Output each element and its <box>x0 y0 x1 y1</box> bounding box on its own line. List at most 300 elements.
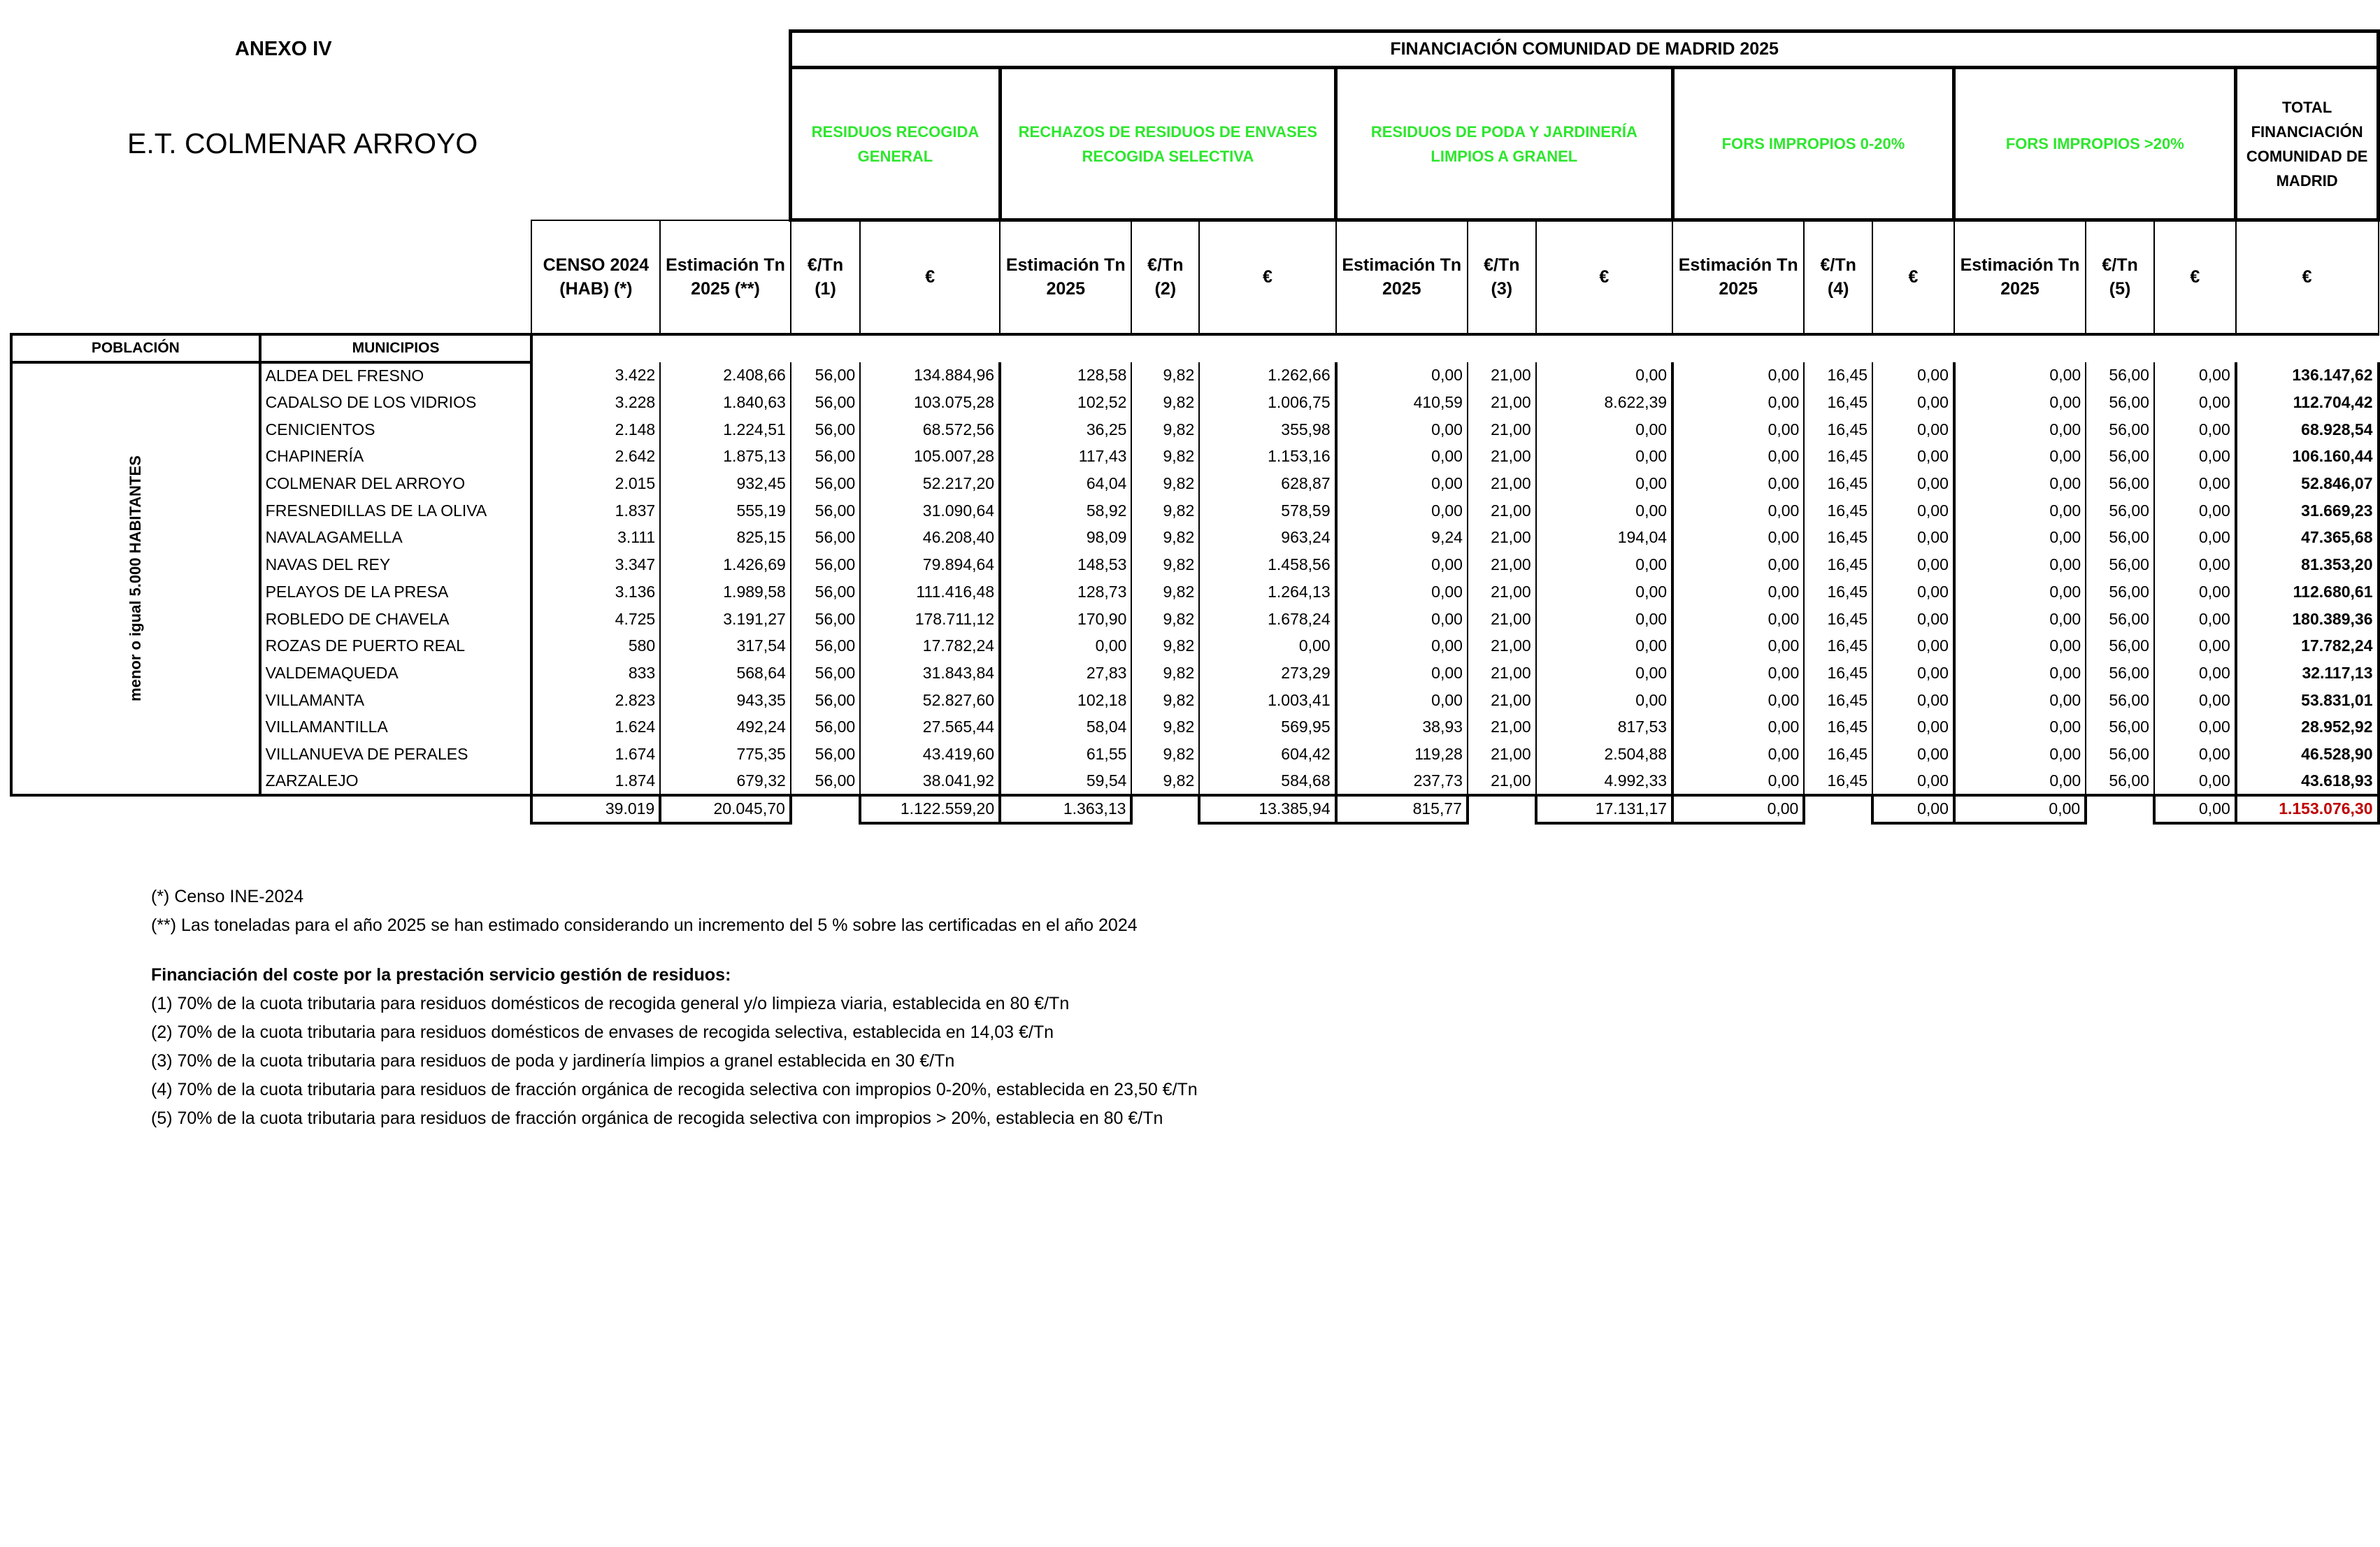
cell-r5: 56,00 <box>2086 470 2154 497</box>
cell-t3: 0,00 <box>1336 497 1468 525</box>
cell-t4: 0,00 <box>1672 497 1804 525</box>
col-rate-5: €/Tn (5) <box>2086 220 2154 334</box>
table-row <box>11 606 2379 633</box>
cell-e2: 569,95 <box>1199 713 1335 741</box>
cell-e4: 0,00 <box>1872 632 1954 660</box>
cell-e3: 0,00 <box>1536 578 1672 606</box>
cell-t1: 568,64 <box>660 660 791 687</box>
cell-tot: 136.147,62 <box>2236 362 2379 390</box>
footnote-5: (5) 70% de la cuota tributaria para residuos de fracción orgánica de recogida selectiva con impropios > 20%, establecia en 80 €/Tn <box>151 1108 1163 1128</box>
cell-t4: 0,00 <box>1672 443 1804 471</box>
cell-e1: 52.827,60 <box>860 687 1000 714</box>
cell-r2: 9,82 <box>1131 768 1199 795</box>
cell-e3: 817,53 <box>1536 713 1672 741</box>
cell-tot: 81.353,20 <box>2236 551 2379 578</box>
cell-t3: 0,00 <box>1336 443 1468 471</box>
table-row <box>11 470 2379 497</box>
cell-e1: 52.217,20 <box>860 470 1000 497</box>
cell-e3: 2.504,88 <box>1536 741 1672 768</box>
cell-e5: 0,00 <box>2154 741 2236 768</box>
cell-e5: 0,00 <box>2154 551 2236 578</box>
grand-total: 1.153.076,30 <box>2236 795 2379 823</box>
cell-c: 1.837 <box>531 497 660 525</box>
table-row <box>11 660 2379 687</box>
cell-r1: 56,00 <box>791 606 860 633</box>
cell-e2: 1.003,41 <box>1199 687 1335 714</box>
cell-r2: 9,82 <box>1131 687 1199 714</box>
total-t1: 20.045,70 <box>660 795 791 823</box>
cell-e5: 0,00 <box>2154 578 2236 606</box>
cell-t4: 0,00 <box>1672 768 1804 795</box>
cell-r1: 56,00 <box>791 497 860 525</box>
cell-t2: 98,09 <box>1000 525 1131 552</box>
cell-t5: 0,00 <box>1954 525 2086 552</box>
total-t4: 0,00 <box>1672 795 1804 823</box>
col-est-general: Estimación Tn 2025 (**) <box>660 220 791 334</box>
cell-r3: 21,00 <box>1468 443 1536 471</box>
cell-t3: 0,00 <box>1336 606 1468 633</box>
cell-r5: 56,00 <box>2086 713 2154 741</box>
cell-t1: 2.408,66 <box>660 362 791 390</box>
cell-t4: 0,00 <box>1672 741 1804 768</box>
table-row <box>11 632 2379 660</box>
col-municipios: MUNICIPIOS <box>260 334 532 362</box>
cell-r4: 16,45 <box>1804 497 1872 525</box>
totals-row <box>11 795 2379 823</box>
banner-row <box>11 31 2379 68</box>
cell-t5: 0,00 <box>1954 660 2086 687</box>
cell-r1: 56,00 <box>791 443 860 471</box>
cell-r5: 56,00 <box>2086 443 2154 471</box>
cell-c: 1.624 <box>531 713 660 741</box>
cell-e2: 0,00 <box>1199 632 1335 660</box>
cell-e4: 0,00 <box>1872 416 1954 443</box>
cell-t1: 555,19 <box>660 497 791 525</box>
cell-t4: 0,00 <box>1672 470 1804 497</box>
cell-tot: 112.680,61 <box>2236 578 2379 606</box>
cell-e2: 584,68 <box>1199 768 1335 795</box>
cell-e5: 0,00 <box>2154 362 2236 390</box>
cell-e4: 0,00 <box>1872 606 1954 633</box>
cell-e2: 1.262,66 <box>1199 362 1335 390</box>
cell-e1: 178.711,12 <box>860 606 1000 633</box>
cell-e3: 8.622,39 <box>1536 389 1672 416</box>
col-eur-3: € <box>1536 220 1672 334</box>
cell-t2: 27,83 <box>1000 660 1131 687</box>
cell-r5: 56,00 <box>2086 551 2154 578</box>
cell-e4: 0,00 <box>1872 497 1954 525</box>
col-est-3: Estimación Tn 2025 <box>1336 220 1468 334</box>
cell-r2: 9,82 <box>1131 741 1199 768</box>
cell-e3: 0,00 <box>1536 687 1672 714</box>
cell-tot: 180.389,36 <box>2236 606 2379 633</box>
cell-t2: 128,73 <box>1000 578 1131 606</box>
cell-t3: 119,28 <box>1336 741 1468 768</box>
cell-t4: 0,00 <box>1672 687 1804 714</box>
cell-e4: 0,00 <box>1872 768 1954 795</box>
table-row <box>11 551 2379 578</box>
cell-r1: 56,00 <box>791 632 860 660</box>
cell-r4: 16,45 <box>1804 713 1872 741</box>
cell-e1: 17.782,24 <box>860 632 1000 660</box>
col-rate-4: €/Tn (4) <box>1804 220 1872 334</box>
cell-c: 2.642 <box>531 443 660 471</box>
cell-t2: 0,00 <box>1000 632 1131 660</box>
municipio-name: COLMENAR DEL ARROYO <box>260 470 532 497</box>
cell-t5: 0,00 <box>1954 416 2086 443</box>
cell-e3: 0,00 <box>1536 416 1672 443</box>
cell-r5: 56,00 <box>2086 687 2154 714</box>
table-row <box>11 713 2379 741</box>
cell-r3: 21,00 <box>1468 660 1536 687</box>
cell-r5: 56,00 <box>2086 525 2154 552</box>
cell-e4: 0,00 <box>1872 687 1954 714</box>
cell-t1: 775,35 <box>660 741 791 768</box>
cell-t4: 0,00 <box>1672 551 1804 578</box>
cell-t1: 679,32 <box>660 768 791 795</box>
cell-t2: 128,58 <box>1000 362 1131 390</box>
cell-r2: 9,82 <box>1131 551 1199 578</box>
cell-t2: 170,90 <box>1000 606 1131 633</box>
cell-r4: 16,45 <box>1804 416 1872 443</box>
cell-t3: 0,00 <box>1336 578 1468 606</box>
cell-t4: 0,00 <box>1672 362 1804 390</box>
table-row <box>11 768 2379 795</box>
cell-t5: 0,00 <box>1954 470 2086 497</box>
cell-r2: 9,82 <box>1131 660 1199 687</box>
cell-c: 3.422 <box>531 362 660 390</box>
col-est-4: Estimación Tn 2025 <box>1672 220 1804 334</box>
cell-r4: 16,45 <box>1804 660 1872 687</box>
municipio-name: ROBLEDO DE CHAVELA <box>260 606 532 633</box>
cell-e2: 604,42 <box>1199 741 1335 768</box>
cell-r2: 9,82 <box>1131 497 1199 525</box>
col-poblacion: POBLACIÓN <box>11 334 260 362</box>
cell-tot: 52.846,07 <box>2236 470 2379 497</box>
cell-t3: 0,00 <box>1336 660 1468 687</box>
cell-e2: 1.678,24 <box>1199 606 1335 633</box>
financing-table <box>10 29 2380 825</box>
cell-t4: 0,00 <box>1672 525 1804 552</box>
cell-r2: 9,82 <box>1131 606 1199 633</box>
col-est-2: Estimación Tn 2025 <box>1000 220 1131 334</box>
cell-e3: 0,00 <box>1536 443 1672 471</box>
cell-t5: 0,00 <box>1954 362 2086 390</box>
cell-r1: 56,00 <box>791 713 860 741</box>
annex-title: ANEXO IV <box>235 38 332 60</box>
poblacion-group-cell <box>11 362 260 795</box>
column-header-row <box>11 220 2379 334</box>
cell-e2: 578,59 <box>1199 497 1335 525</box>
cell-e3: 0,00 <box>1536 551 1672 578</box>
cell-c: 4.725 <box>531 606 660 633</box>
cell-r5: 56,00 <box>2086 362 2154 390</box>
cell-t3: 38,93 <box>1336 713 1468 741</box>
municipio-name: VALDEMAQUEDA <box>260 660 532 687</box>
municipio-name: NAVALAGAMELLA <box>260 525 532 552</box>
total-e2: 13.385,94 <box>1199 795 1335 823</box>
cell-r5: 56,00 <box>2086 497 2154 525</box>
table-row <box>11 362 2379 390</box>
cell-r4: 16,45 <box>1804 470 1872 497</box>
cell-e5: 0,00 <box>2154 389 2236 416</box>
cell-r1: 56,00 <box>791 768 860 795</box>
cell-e5: 0,00 <box>2154 525 2236 552</box>
cell-r1: 56,00 <box>791 741 860 768</box>
cell-t2: 58,92 <box>1000 497 1131 525</box>
cell-t1: 1.840,63 <box>660 389 791 416</box>
municipio-name: VILLANUEVA DE PERALES <box>260 741 532 768</box>
cell-r2: 9,82 <box>1131 416 1199 443</box>
cell-r2: 9,82 <box>1131 389 1199 416</box>
municipio-name: VILLAMANTILLA <box>260 713 532 741</box>
cell-r1: 56,00 <box>791 389 860 416</box>
cell-t2: 102,18 <box>1000 687 1131 714</box>
cell-e5: 0,00 <box>2154 768 2236 795</box>
cell-r3: 21,00 <box>1468 497 1536 525</box>
cell-e3: 0,00 <box>1536 497 1672 525</box>
cell-t2: 61,55 <box>1000 741 1131 768</box>
cell-t1: 317,54 <box>660 632 791 660</box>
cell-c: 580 <box>531 632 660 660</box>
cell-e1: 31.090,64 <box>860 497 1000 525</box>
total-e5: 0,00 <box>2154 795 2236 823</box>
cell-e3: 0,00 <box>1536 470 1672 497</box>
cell-e4: 0,00 <box>1872 660 1954 687</box>
cell-t5: 0,00 <box>1954 713 2086 741</box>
cell-r5: 56,00 <box>2086 606 2154 633</box>
poblacion-header-row <box>11 334 2379 362</box>
cell-e4: 0,00 <box>1872 389 1954 416</box>
cell-t5: 0,00 <box>1954 632 2086 660</box>
cell-e1: 38.041,92 <box>860 768 1000 795</box>
cell-t1: 1.989,58 <box>660 578 791 606</box>
cell-t1: 1.224,51 <box>660 416 791 443</box>
col-est-5: Estimación Tn 2025 <box>1954 220 2086 334</box>
cell-e1: 79.894,64 <box>860 551 1000 578</box>
cell-e3: 0,00 <box>1536 632 1672 660</box>
cell-r3: 21,00 <box>1468 416 1536 443</box>
cell-r4: 16,45 <box>1804 606 1872 633</box>
cell-e5: 0,00 <box>2154 470 2236 497</box>
cell-e5: 0,00 <box>2154 497 2236 525</box>
cell-r2: 9,82 <box>1131 525 1199 552</box>
cell-e1: 46.208,40 <box>860 525 1000 552</box>
table-row <box>11 741 2379 768</box>
cell-t3: 0,00 <box>1336 362 1468 390</box>
cell-tot: 106.160,44 <box>2236 443 2379 471</box>
cell-c: 1.874 <box>531 768 660 795</box>
cell-e2: 1.153,16 <box>1199 443 1335 471</box>
col-rate-3: €/Tn (3) <box>1468 220 1536 334</box>
note-estimate: (**) Las toneladas para el año 2025 se han estimado considerando un incremento del 5 % sobre las certificadas en el año 2024 <box>151 915 1138 935</box>
cell-c: 3.347 <box>531 551 660 578</box>
cell-t1: 932,45 <box>660 470 791 497</box>
cell-t1: 943,35 <box>660 687 791 714</box>
cell-t2: 58,04 <box>1000 713 1131 741</box>
cell-e2: 273,29 <box>1199 660 1335 687</box>
cell-r4: 16,45 <box>1804 389 1872 416</box>
cell-r4: 16,45 <box>1804 525 1872 552</box>
table-row <box>11 416 2379 443</box>
cell-r1: 56,00 <box>791 470 860 497</box>
municipio-name: PELAYOS DE LA PRESA <box>260 578 532 606</box>
cell-tot: 68.928,54 <box>2236 416 2379 443</box>
cell-tot: 28.952,92 <box>2236 713 2379 741</box>
cell-e4: 0,00 <box>1872 741 1954 768</box>
cell-r5: 56,00 <box>2086 632 2154 660</box>
cell-r3: 21,00 <box>1468 632 1536 660</box>
cell-r3: 21,00 <box>1468 362 1536 390</box>
cell-r3: 21,00 <box>1468 525 1536 552</box>
municipio-name: FRESNEDILLAS DE LA OLIVA <box>260 497 532 525</box>
cell-r1: 56,00 <box>791 660 860 687</box>
cell-e4: 0,00 <box>1872 443 1954 471</box>
col-eur-5: € <box>2154 220 2236 334</box>
col-eur-1: € <box>860 220 1000 334</box>
cell-t4: 0,00 <box>1672 632 1804 660</box>
financing-banner: FINANCIACIÓN COMUNIDAD DE MADRID 2025 <box>791 31 2379 68</box>
cell-tot: 17.782,24 <box>2236 632 2379 660</box>
cell-c: 833 <box>531 660 660 687</box>
cell-r4: 16,45 <box>1804 578 1872 606</box>
cell-c: 2.148 <box>531 416 660 443</box>
cell-t5: 0,00 <box>1954 497 2086 525</box>
total-t2: 1.363,13 <box>1000 795 1131 823</box>
cell-t5: 0,00 <box>1954 443 2086 471</box>
footnote-2: (2) 70% de la cuota tributaria para residuos domésticos de envases de recogida selectiva, establecida en 14,03 €/Tn <box>151 1022 1054 1042</box>
group-poda-jardineria: RESIDUOS DE PODA Y JARDINERÍA LIMPIOS A GRANEL <box>1336 68 1672 220</box>
cell-t2: 117,43 <box>1000 443 1131 471</box>
cell-t1: 1.426,69 <box>660 551 791 578</box>
cell-e5: 0,00 <box>2154 443 2236 471</box>
financing-heading: Financiación del coste por la prestación servicio gestión de residuos: <box>151 965 731 985</box>
cell-tot: 43.618,93 <box>2236 768 2379 795</box>
cell-r5: 56,00 <box>2086 578 2154 606</box>
group-rechazos-envases: RECHAZOS DE RESIDUOS DE ENVASES RECOGIDA SELECTIVA <box>1000 68 1336 220</box>
cell-e3: 0,00 <box>1536 660 1672 687</box>
cell-r2: 9,82 <box>1131 470 1199 497</box>
cell-t5: 0,00 <box>1954 551 2086 578</box>
group-fors-0-20: FORS IMPROPIOS 0-20% <box>1672 68 1954 220</box>
col-censo: CENSO 2024 (HAB) (*) <box>531 220 660 334</box>
municipio-name: ROZAS DE PUERTO REAL <box>260 632 532 660</box>
cell-r1: 56,00 <box>791 525 860 552</box>
cell-t2: 36,25 <box>1000 416 1131 443</box>
footnote-3: (3) 70% de la cuota tributaria para residuos de poda y jardinería limpios a granel establecida en 30 €/Tn <box>151 1051 955 1071</box>
cell-t2: 59,54 <box>1000 768 1131 795</box>
cell-t5: 0,00 <box>1954 578 2086 606</box>
cell-tot: 32.117,13 <box>2236 660 2379 687</box>
cell-r5: 56,00 <box>2086 660 2154 687</box>
cell-r1: 56,00 <box>791 687 860 714</box>
cell-r3: 21,00 <box>1468 713 1536 741</box>
col-eur-4: € <box>1872 220 1954 334</box>
cell-e2: 1.458,56 <box>1199 551 1335 578</box>
cell-t4: 0,00 <box>1672 578 1804 606</box>
cell-e3: 0,00 <box>1536 362 1672 390</box>
cell-e4: 0,00 <box>1872 578 1954 606</box>
cell-t2: 102,52 <box>1000 389 1131 416</box>
total-t5: 0,00 <box>1954 795 2086 823</box>
table-row <box>11 497 2379 525</box>
cell-t5: 0,00 <box>1954 687 2086 714</box>
cell-tot: 112.704,42 <box>2236 389 2379 416</box>
total-e1: 1.122.559,20 <box>860 795 1000 823</box>
cell-t5: 0,00 <box>1954 768 2086 795</box>
cell-e5: 0,00 <box>2154 632 2236 660</box>
group-fors-20: FORS IMPROPIOS >20% <box>1954 68 2236 220</box>
cell-tot: 47.365,68 <box>2236 525 2379 552</box>
poblacion-group-label: menor o igual 5.000 HABITANTES <box>126 455 144 701</box>
col-eur-2: € <box>1199 220 1335 334</box>
cell-t1: 492,24 <box>660 713 791 741</box>
cell-r5: 56,00 <box>2086 389 2154 416</box>
cell-t5: 0,00 <box>1954 606 2086 633</box>
cell-t2: 148,53 <box>1000 551 1131 578</box>
table-row <box>11 443 2379 471</box>
cell-t5: 0,00 <box>1954 389 2086 416</box>
cell-e4: 0,00 <box>1872 525 1954 552</box>
cell-e1: 43.419,60 <box>860 741 1000 768</box>
cell-tot: 31.669,23 <box>2236 497 2379 525</box>
cell-e1: 27.565,44 <box>860 713 1000 741</box>
cell-t3: 0,00 <box>1336 470 1468 497</box>
cell-e5: 0,00 <box>2154 687 2236 714</box>
col-rate-2: €/Tn (2) <box>1131 220 1199 334</box>
cell-t3: 237,73 <box>1336 768 1468 795</box>
cell-e5: 0,00 <box>2154 606 2236 633</box>
cell-t3: 410,59 <box>1336 389 1468 416</box>
cell-r2: 9,82 <box>1131 713 1199 741</box>
group-residuos-general: RESIDUOS RECOGIDA GENERAL <box>791 68 1000 220</box>
cell-e3: 4.992,33 <box>1536 768 1672 795</box>
total-c: 39.019 <box>531 795 660 823</box>
cell-e2: 1.264,13 <box>1199 578 1335 606</box>
cell-e1: 111.416,48 <box>860 578 1000 606</box>
cell-e4: 0,00 <box>1872 713 1954 741</box>
cell-r3: 21,00 <box>1468 470 1536 497</box>
cell-t2: 64,04 <box>1000 470 1131 497</box>
total-e4: 0,00 <box>1872 795 1954 823</box>
cell-t4: 0,00 <box>1672 389 1804 416</box>
cell-tot: 46.528,90 <box>2236 741 2379 768</box>
cell-c: 3.111 <box>531 525 660 552</box>
cell-e1: 103.075,28 <box>860 389 1000 416</box>
cell-e5: 0,00 <box>2154 416 2236 443</box>
cell-t4: 0,00 <box>1672 416 1804 443</box>
station-title: E.T. COLMENAR ARROYO <box>127 127 478 159</box>
cell-e3: 194,04 <box>1536 525 1672 552</box>
cell-r1: 56,00 <box>791 416 860 443</box>
cell-e1: 105.007,28 <box>860 443 1000 471</box>
municipio-name: CENICIENTOS <box>260 416 532 443</box>
cell-r3: 21,00 <box>1468 606 1536 633</box>
cell-r1: 56,00 <box>791 578 860 606</box>
cell-r1: 56,00 <box>791 362 860 390</box>
cell-r2: 9,82 <box>1131 632 1199 660</box>
cell-e1: 68.572,56 <box>860 416 1000 443</box>
cell-t3: 9,24 <box>1336 525 1468 552</box>
cell-tot: 53.831,01 <box>2236 687 2379 714</box>
cell-t3: 0,00 <box>1336 687 1468 714</box>
cell-e5: 0,00 <box>2154 713 2236 741</box>
cell-r4: 16,45 <box>1804 768 1872 795</box>
cell-r3: 21,00 <box>1468 551 1536 578</box>
municipio-name: CHAPINERÍA <box>260 443 532 471</box>
cell-t4: 0,00 <box>1672 606 1804 633</box>
cell-t3: 0,00 <box>1336 551 1468 578</box>
